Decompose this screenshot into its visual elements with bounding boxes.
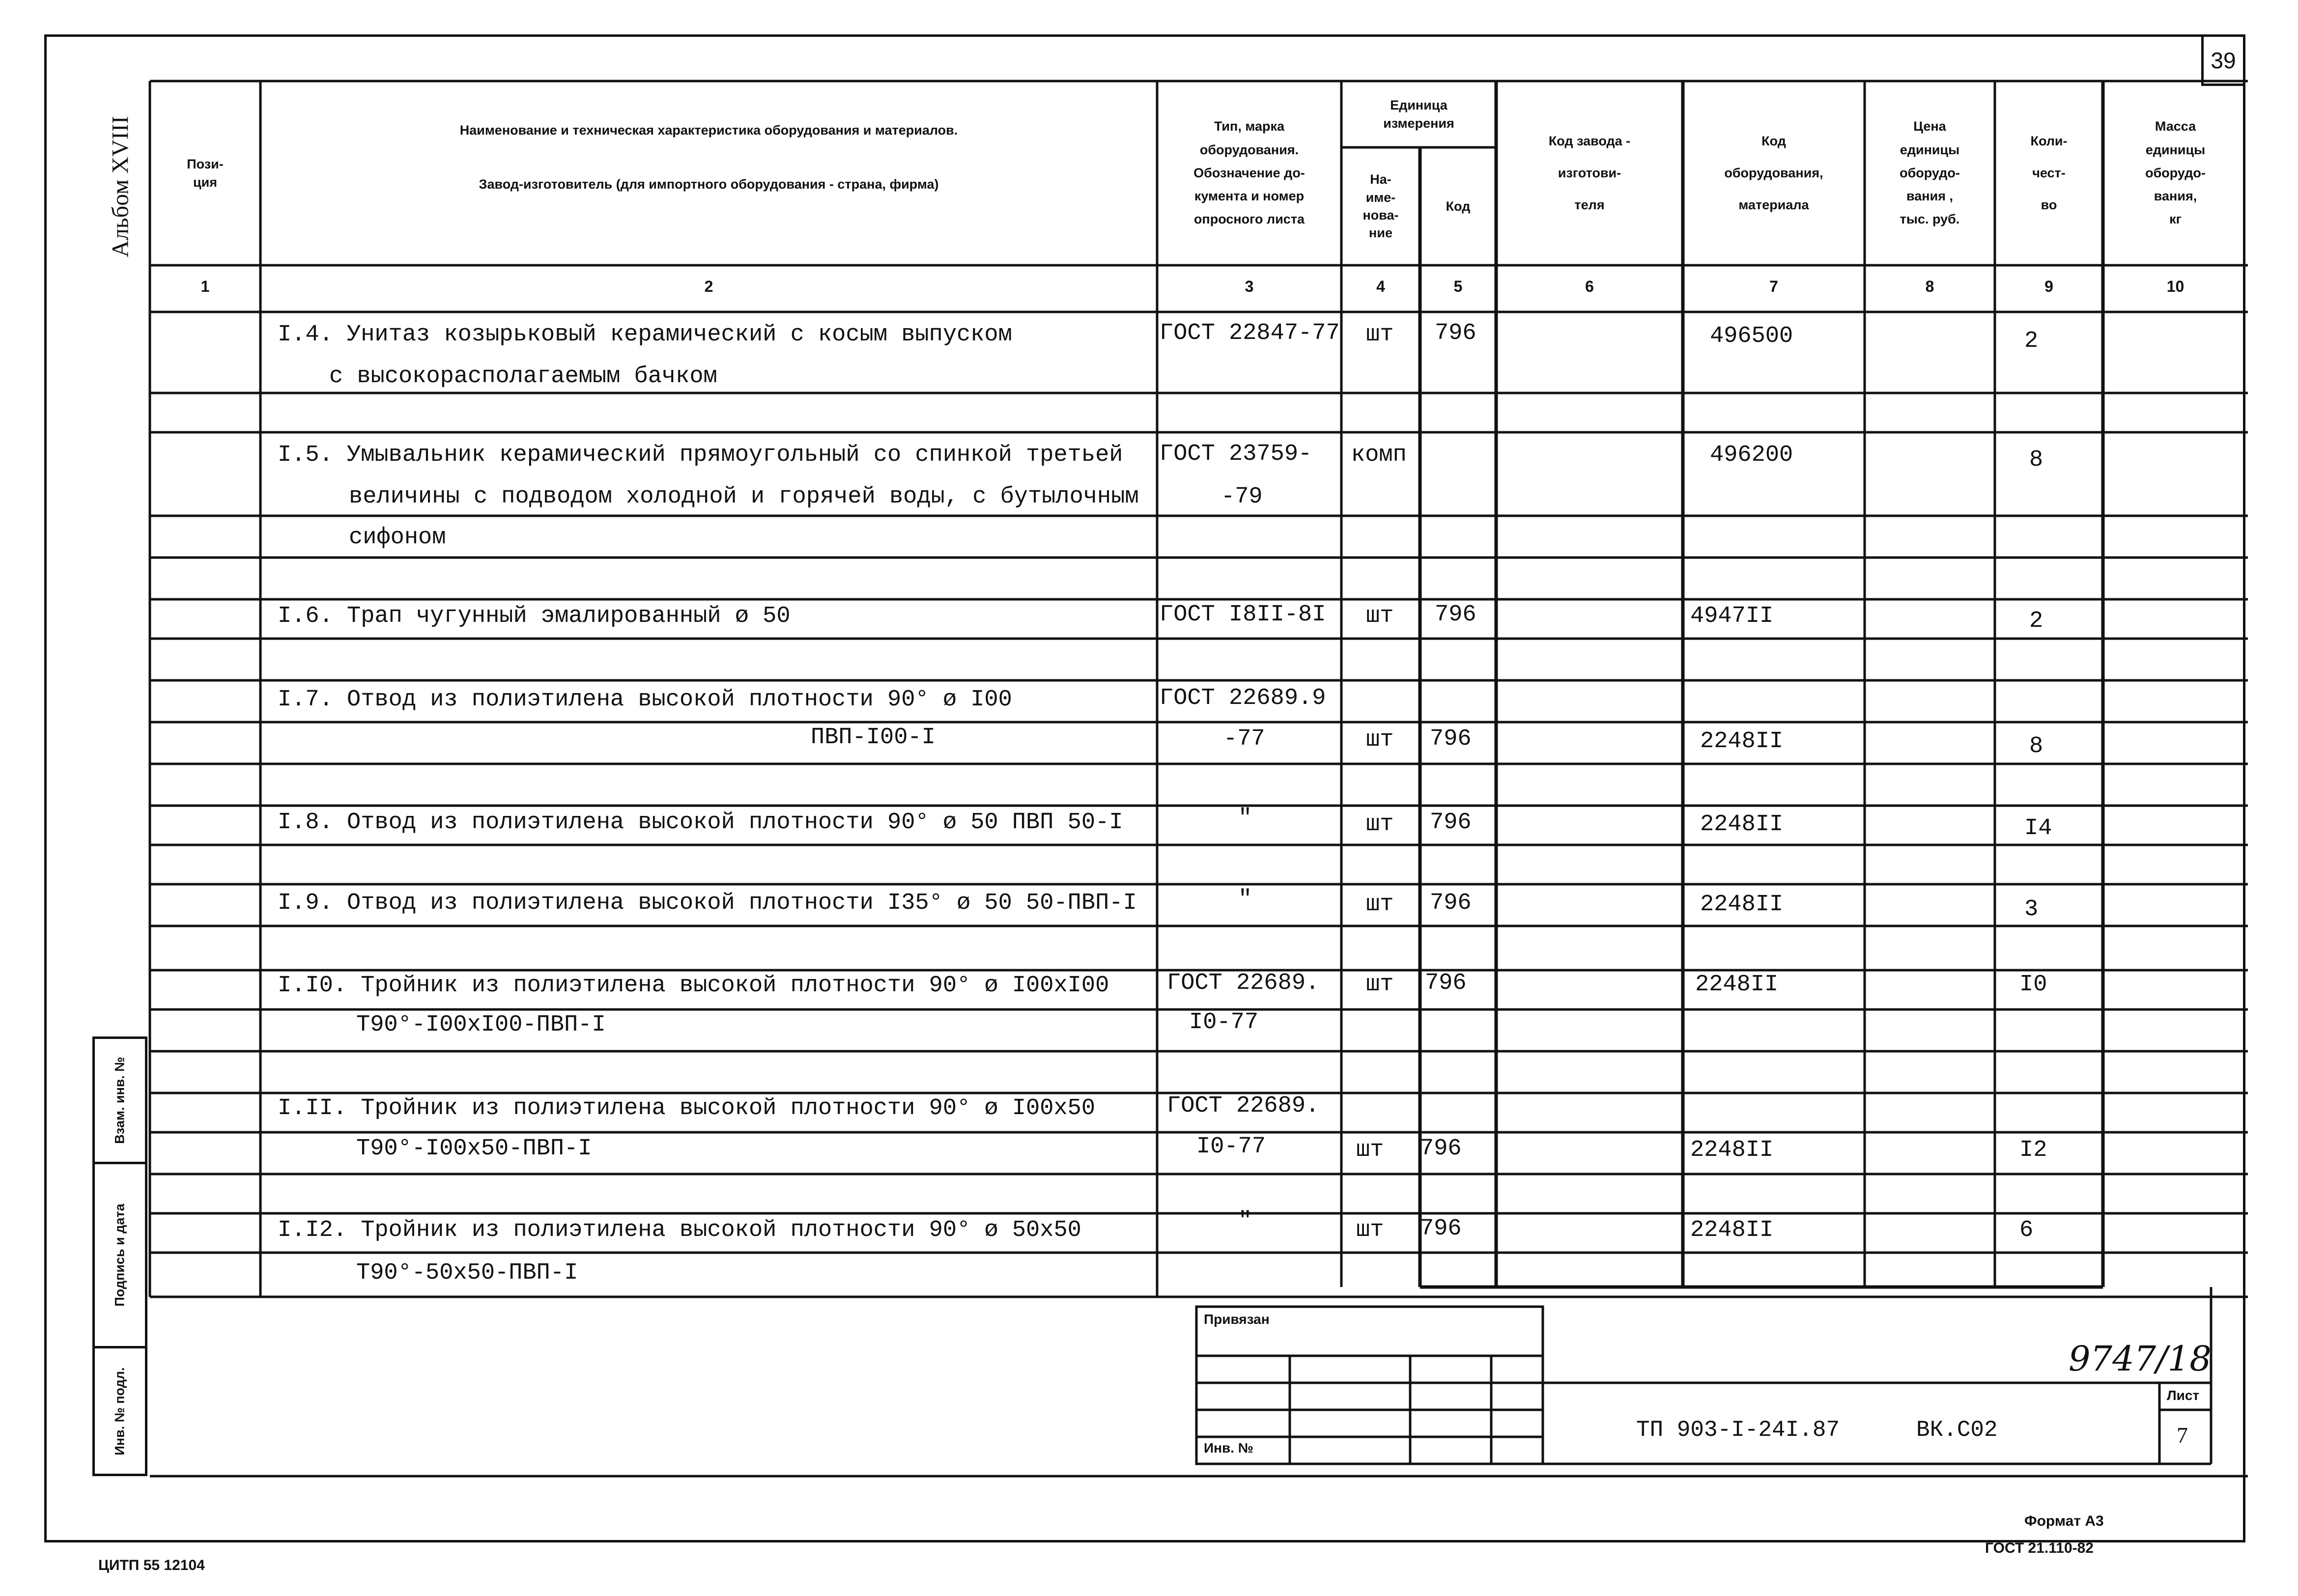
- row-8-doc-line1: ГОСТ 22689.: [1167, 1093, 1320, 1119]
- side-stamp-inv-label: Инв. № подл.: [112, 1367, 127, 1456]
- side-stamp-inv: [92, 1346, 147, 1476]
- doc-code: ТП 903-I-24I.87: [1636, 1417, 1840, 1443]
- side-stamp-vzam-label: Взам. инв. №: [112, 1057, 127, 1144]
- header-unit-code: Код: [1446, 198, 1471, 214]
- row-9-name-line1: I.I2. Тройник из полиэтилена высокой плотности 90° ø 50x50: [278, 1217, 1081, 1243]
- row-4-unit: шт: [1366, 727, 1394, 753]
- row-9-unit: шт: [1356, 1217, 1384, 1243]
- row-1-unit: шт: [1366, 322, 1394, 348]
- row-6-unit: шт: [1366, 892, 1394, 918]
- privyazan-label: Привязан: [1204, 1312, 1270, 1327]
- row-1-unit-code: 796: [1435, 320, 1476, 346]
- row-2-name-line2: величины с подводом холодной и горячей воды, с бутылочным: [349, 484, 1139, 510]
- row-4-qty: 8: [2029, 733, 2043, 759]
- row-7-doc-line2: I0-77: [1189, 1009, 1259, 1036]
- row-2-name-line1: I.5. Умывальник керамический прямоугольный со спинкой третьей: [278, 442, 1123, 468]
- row-6-unit-code: 796: [1430, 890, 1472, 916]
- inv-no-label: Инв. №: [1204, 1440, 1254, 1456]
- row-3-code: 4947II: [1690, 603, 1774, 629]
- row-5-code: 2248II: [1700, 812, 1784, 838]
- row-8-doc-line2: I0-77: [1196, 1134, 1266, 1160]
- col-number-3: 3: [1245, 278, 1254, 295]
- row-7-code: 2248II: [1695, 972, 1779, 998]
- row-7-unit: шт: [1366, 972, 1394, 998]
- row-7-doc-line1: ГОСТ 22689.: [1167, 970, 1320, 996]
- col-number-1: 1: [200, 278, 210, 295]
- header-type-doc: Тип, марка оборудования. Обозначение до- кумента и номер опросного листа: [1193, 119, 1305, 227]
- row-4-doc-line1: ГОСТ 22689.9: [1160, 685, 1326, 711]
- header-price: Цена единицы оборудо- вания , тыс. руб.: [1900, 119, 1960, 227]
- row-7-unit-code: 796: [1425, 970, 1467, 996]
- row-2-doc-line1: ГОСТ 23759-: [1160, 441, 1312, 467]
- citp-label: ЦИТП 55 12104: [98, 1557, 205, 1573]
- row-5-doc: ": [1238, 806, 1252, 832]
- row-2-doc-line2: -79: [1221, 484, 1263, 510]
- album-label-text: Альбом XVIII: [107, 116, 134, 257]
- row-4-unit-code: 796: [1430, 726, 1472, 752]
- handwritten-number: 9747/18: [2069, 1339, 2212, 1379]
- col-number-7: 7: [1769, 278, 1778, 295]
- col-number-6: 6: [1585, 278, 1594, 295]
- side-stamp-vzam: [92, 1036, 147, 1164]
- row-4-name-line2: ПВП-I00-I: [811, 725, 936, 751]
- row-8-code: 2248II: [1690, 1137, 1774, 1163]
- header-mass: Масса единицы оборудо- вания, кг: [2145, 119, 2206, 227]
- row-5-unit-code: 796: [1430, 810, 1472, 836]
- row-1-name-line2: с высокорасполагаемым бачком: [329, 364, 717, 390]
- format-label: Формат А3: [2024, 1513, 2104, 1529]
- row-9-qty: 6: [2019, 1217, 2034, 1243]
- row-3-unit-code: 796: [1435, 602, 1476, 628]
- row-7-name-line1: I.I0. Тройник из полиэтилена высокой плотности 90° ø I00xI00: [278, 973, 1109, 999]
- row-2-name-line3: сифоном: [349, 525, 446, 551]
- row-5-name: I.8. Отвод из полиэтилена высокой плотности 90° ø 50 ПВП 50-I: [278, 810, 1123, 836]
- col-number-4: 4: [1376, 278, 1385, 295]
- row-9-name-line2: Т90°-50x50-ПВП-I: [356, 1260, 578, 1286]
- sheet-number: 7: [2177, 1423, 2188, 1448]
- sheet-code: ВК.С02: [1916, 1417, 1998, 1443]
- row-8-name-line1: I.II. Тройник из полиэтилена высокой плотности 90° ø I00x50: [278, 1095, 1096, 1121]
- header-unit-name: На- име- нова- ние: [1362, 172, 1399, 241]
- row-4-doc-line2: -77: [1223, 726, 1265, 752]
- row-8-name-line2: Т90°-I00x50-ПВП-I: [356, 1136, 592, 1162]
- row-5-qty: I4: [2024, 815, 2052, 841]
- row-9-code: 2248II: [1690, 1217, 1774, 1243]
- row-6-code: 2248II: [1700, 892, 1784, 918]
- header-plant-code: Код завода - изготови- теля: [1548, 134, 1631, 212]
- row-4-name-line1: I.7. Отвод из полиэтилена высокой плотности 90° ø I00: [278, 687, 1012, 713]
- page-number: 39: [2201, 34, 2245, 86]
- row-1-doc: ГОСТ 22847-77: [1160, 320, 1340, 346]
- gost-label: ГОСТ 21.110-82: [1985, 1540, 2094, 1556]
- row-6-name: I.9. Отвод из полиэтилена высокой плотности I35° ø 50 50-ПВП-I: [278, 890, 1137, 916]
- row-2-unit: комп: [1351, 442, 1407, 468]
- header-name-line2: Завод-изготовитель (для импортного оборудования - страна, фирма): [479, 176, 939, 192]
- row-2-qty: 8: [2029, 447, 2043, 473]
- row-8-unit-code: 796: [1420, 1136, 1462, 1162]
- col-number-10: 10: [2166, 278, 2185, 295]
- row-3-doc: ГОСТ I8II-8I: [1160, 602, 1326, 628]
- row-8-qty: I2: [2019, 1137, 2047, 1163]
- header-equipment-code: Код оборудования, материала: [1724, 134, 1823, 212]
- header-unit: Единица измерения: [1383, 98, 1454, 131]
- sheet-label: Лист: [2167, 1388, 2200, 1403]
- header-name-line1: Наименование и техническая характеристика оборудования и материалов.: [459, 122, 958, 138]
- col-number-2: 2: [704, 278, 713, 295]
- row-3-qty: 2: [2029, 608, 2043, 634]
- row-6-doc: ": [1238, 887, 1252, 913]
- side-stamp-podpis-label: Подпись и дата: [112, 1204, 127, 1307]
- row-3-unit: шт: [1366, 603, 1394, 629]
- row-6-qty: 3: [2024, 896, 2039, 923]
- row-8-unit: шт: [1356, 1137, 1384, 1163]
- side-stamp-podpis: [92, 1162, 147, 1348]
- col-number-5: 5: [1453, 278, 1463, 295]
- row-3-name: I.6. Трап чугунный эмалированный ø 50: [278, 603, 791, 629]
- row-7-qty: I0: [2019, 972, 2047, 998]
- row-7-name-line2: Т90°-I00xI00-ПВП-I: [356, 1012, 606, 1038]
- row-2-code: 496200: [1710, 442, 1793, 468]
- row-1-name-line1: I.4. Унитаз козырьковый керамический с косым выпуском: [278, 322, 1012, 348]
- row-1-qty: 2: [2024, 328, 2039, 354]
- header-position: Пози- ция: [187, 157, 224, 190]
- header-quantity: Коли- чест- во: [2030, 134, 2068, 212]
- row-1-code: 496500: [1710, 323, 1793, 349]
- row-9-unit-code: 796: [1420, 1216, 1462, 1242]
- row-9-doc: ": [1238, 1208, 1252, 1234]
- col-number-8: 8: [1925, 278, 1934, 295]
- row-5-unit: шт: [1366, 812, 1394, 838]
- row-4-code: 2248II: [1700, 728, 1784, 755]
- col-number-9: 9: [2044, 278, 2053, 295]
